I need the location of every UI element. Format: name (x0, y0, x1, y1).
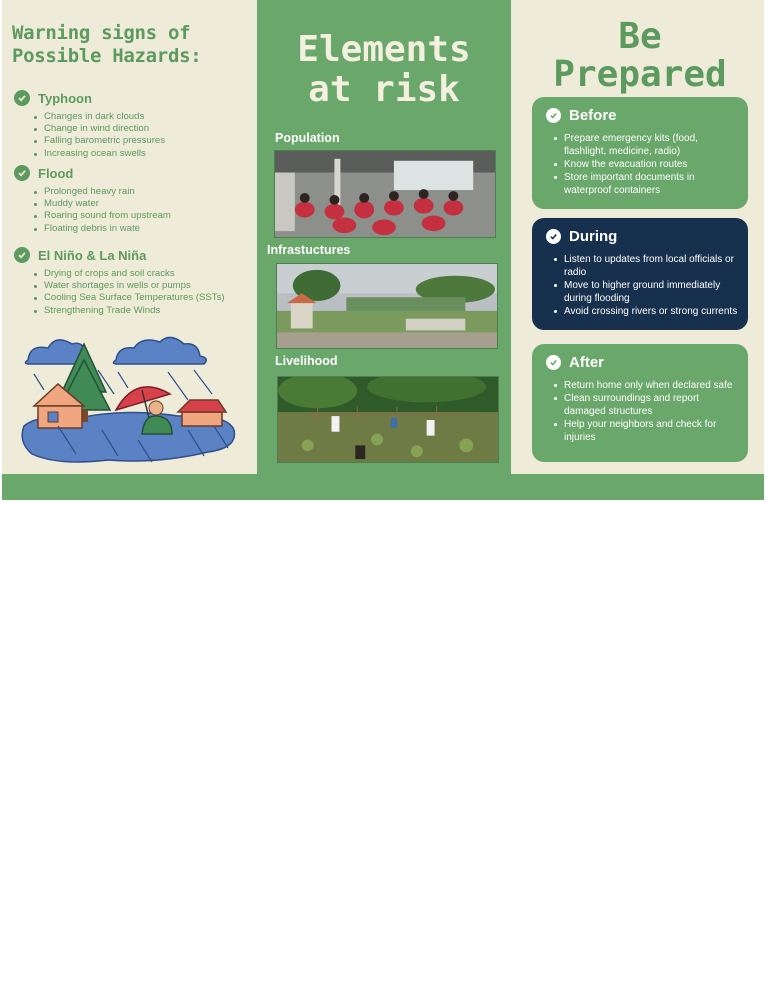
infrastructure-photo (276, 263, 498, 349)
be-prepared-panel (512, 0, 764, 474)
list-item: Prolonged heavy rain (44, 186, 250, 198)
list-item: Increasing ocean swells (44, 148, 250, 160)
list-item: Drying of crops and soil cracks (44, 268, 250, 280)
card-list (546, 253, 738, 318)
check-circle-icon (14, 165, 30, 181)
card-title: During (569, 228, 618, 245)
hazard-name: Flood (38, 165, 74, 181)
check-circle-icon (14, 90, 30, 106)
elements-title-line2: at risk (308, 69, 460, 110)
check-circle-icon (546, 355, 561, 370)
section-label-population: Population (275, 131, 340, 145)
list-item: Help your neighbors and check for injuries (564, 418, 738, 444)
list-item: Falling barometric pressures (44, 135, 250, 147)
card-list (546, 132, 738, 197)
list-item: Water shortages in wells or pumps (44, 280, 250, 292)
list-item: Listen to updates from local officials or radio (564, 253, 738, 279)
card-title: After (569, 354, 605, 371)
check-circle-icon (14, 247, 30, 263)
list-item: Strengthening Trade Winds (44, 305, 250, 317)
hazard-name: El Niño & La Niña (38, 247, 147, 263)
card-list (546, 379, 738, 444)
list-item: Prepare emergency kits (food, flashlight, medicine, radio) (564, 132, 738, 158)
hazard-flood (14, 165, 250, 235)
list-item: Changes in dark clouds (44, 111, 250, 123)
be-prepared-title-line1: Be (618, 16, 662, 57)
elements-at-risk-panel (257, 0, 511, 474)
list-item: Return home only when declared safe (564, 379, 738, 392)
be-prepared-title-line2: Prepared (553, 54, 727, 95)
hazards-title (12, 22, 252, 68)
check-circle-icon (546, 108, 561, 123)
brochure (2, 0, 764, 500)
list-item: Muddy water (44, 198, 250, 210)
section-label-livelihood: Livelihood (275, 354, 338, 368)
after-card (532, 344, 748, 462)
list-item: Avoid crossing rivers or strong currents (564, 306, 738, 317)
hazards-title-line1: Warning signs of (12, 22, 191, 44)
hazards-title-line2: Possible Hazards: (12, 45, 202, 67)
list-item: Change in wind direction (44, 123, 250, 135)
hazard-signs-list (14, 111, 250, 160)
population-photo (274, 150, 496, 238)
hazards-panel (2, 0, 256, 474)
elements-title (257, 30, 511, 110)
flood-illustration (18, 330, 240, 470)
card-title: Before (569, 107, 617, 124)
list-item: Clean surroundings and report damaged structures (564, 392, 738, 418)
list-item: Store important documents in waterproof containers (564, 171, 738, 197)
livelihood-photo (277, 376, 499, 463)
hazard-typhoon (14, 90, 250, 160)
be-prepared-title (512, 18, 768, 94)
hazard-el-nino-la-nina (14, 247, 250, 317)
during-card (532, 218, 748, 330)
list-item: Know the evacuation routes (564, 158, 738, 171)
bottom-band (2, 474, 764, 500)
elements-title-line1: Elements (297, 29, 471, 70)
hazard-signs-list (14, 186, 250, 235)
list-item: Cooling Sea Surface Temperatures (SSTs) (44, 292, 250, 304)
list-item: Floating debris in wate (44, 223, 250, 235)
hazard-signs-list (14, 268, 250, 317)
list-item: Roaring sound from upstream (44, 210, 250, 222)
check-circle-icon (546, 229, 561, 244)
section-label-infrastructures: Infrastuctures (267, 243, 351, 257)
before-card (532, 97, 748, 209)
hazard-name: Typhoon (38, 90, 92, 106)
list-item: Move to higher ground immediately during flooding (564, 279, 738, 305)
